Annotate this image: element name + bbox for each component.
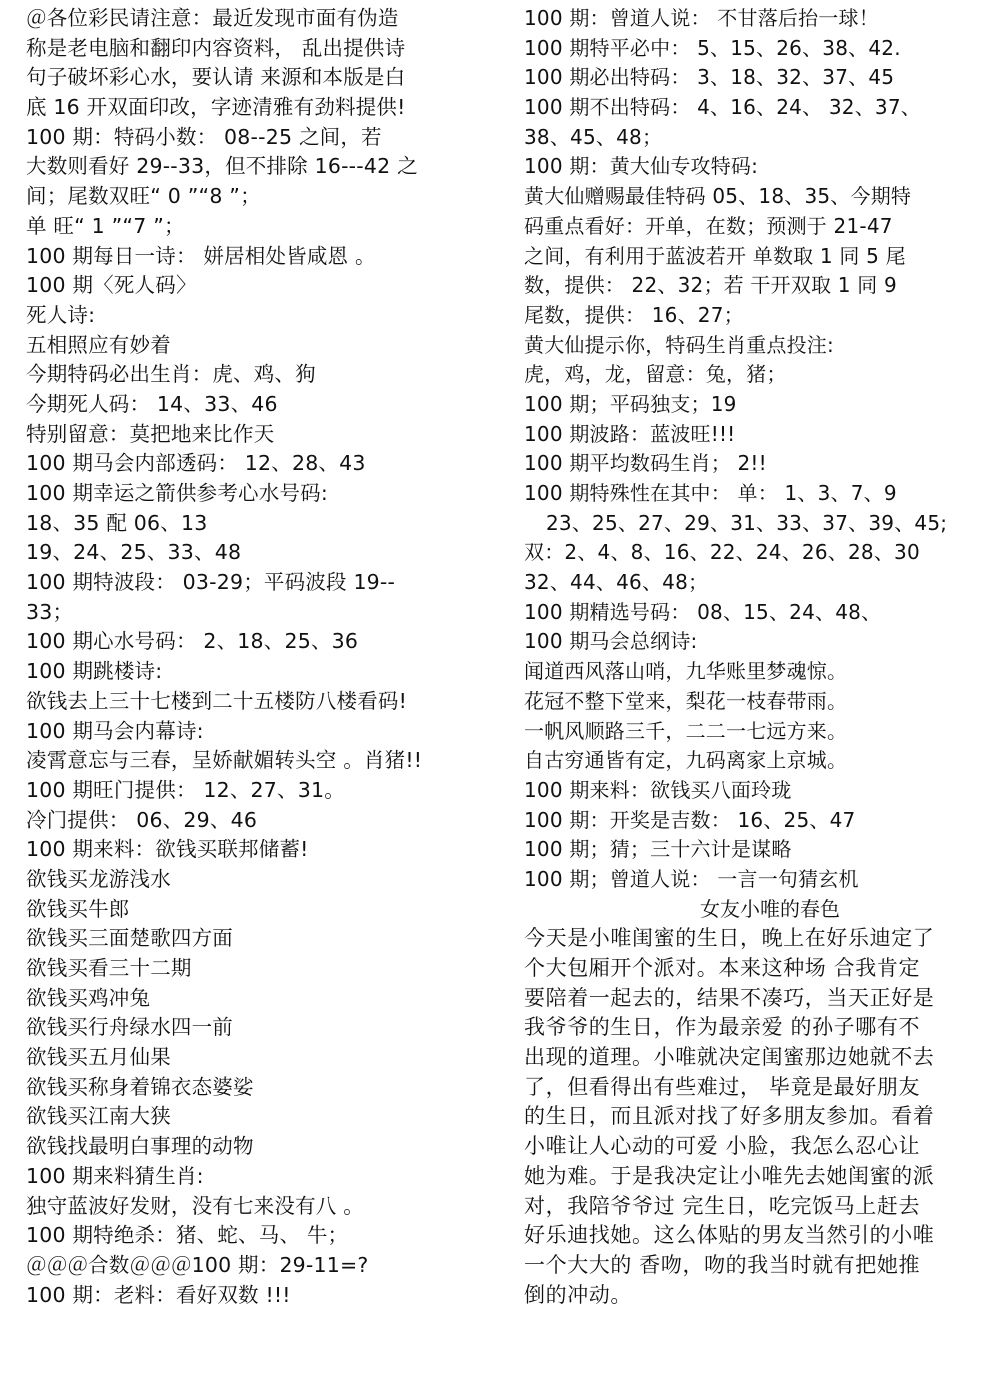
- text-line: 个大包厢开个派对。本来这种场 合我肯定: [524, 956, 921, 980]
- text-line: 100 期来料：欲钱买联邦储蓄!: [26, 837, 309, 862]
- text-line: 100 期幸运之箭供参考心水号码:: [26, 481, 328, 505]
- text-line: 尾数，提供： 16、27；: [524, 302, 744, 327]
- right-column-tips: [524, 4, 980, 509]
- text-line: 特别留意：莫把地来比作天: [26, 421, 275, 446]
- text-line: 小唯让人心动的可爱 小脸，我怎么忍心让: [524, 1134, 921, 1159]
- text-line: 花冠不整下堂来，梨花一枝春带雨。: [524, 688, 848, 713]
- text-line: 独守蓝波好发财，没有七来没有八 。: [26, 1193, 364, 1218]
- text-line: 100 期；猜；三十六计是谋略: [524, 837, 792, 862]
- text-line: 今期特码必出生肖：虎、鸡、狗: [26, 362, 316, 387]
- text-line: 双：2、4、8、16、22、24、26、28、30: [524, 540, 920, 565]
- text-line: 100 期不出特码： 4、16、24、 32、37、: [524, 95, 921, 120]
- text-line: 冷门提供： 06、29、46: [26, 807, 258, 832]
- text-line: 100 期：特码小数： 08--25 之间，若: [26, 124, 382, 149]
- story-body: [524, 924, 980, 1310]
- text-line: 她为难。于是我决定让小唯先去她闺蜜的派: [524, 1163, 935, 1188]
- text-line: 要陪着一起去的，结果不凑巧，当天正好是: [524, 985, 935, 1010]
- text-line: 100 期：黄大仙专攻特码:: [524, 154, 759, 179]
- right-column: [524, 4, 980, 1310]
- text-line: 23、25、27、29、31、33、37、39、45;: [546, 510, 948, 535]
- text-line: 间；尾数双旺“ 0 ”“8 ”；: [26, 184, 261, 209]
- text-line: 100 期：开奖是吉数： 16、25、47: [524, 807, 856, 832]
- text-line: 18、35 配 06、13: [26, 510, 208, 535]
- text-line: 100 期旺门提供： 12、27、31。: [26, 777, 345, 802]
- text-line: 出现的道理。小唯就决定闺蜜那边她就不去: [524, 1045, 935, 1070]
- text-line: 100 期；平码独支；19: [524, 391, 737, 416]
- text-line: 对，我陪爷爷过 完生日，吃完饭马上赶去: [524, 1193, 921, 1218]
- text-line: 33；: [26, 599, 74, 624]
- text-line: 一帆风顺路三千，二二一七远方来。: [524, 718, 848, 743]
- text-line: 好乐迪找她。这么体贴的男友当然引的小唯: [524, 1223, 935, 1248]
- text-line: 100 期特波段： 03-29；平码波段 19--: [26, 570, 396, 595]
- left-column: [26, 4, 498, 1310]
- text-line: 欲钱买看三十二期: [26, 956, 192, 980]
- text-line: 凌霄意忘与三春，呈娇献媚转头空 。肖猪!!: [26, 748, 423, 773]
- text-line: 自古穷通皆有定，九码离家上京城。: [524, 748, 848, 773]
- text-line: 100 期马会内部透码： 12、28、43: [26, 451, 366, 476]
- text-line: 100 期；曾道人说： 一言一句猜玄机: [524, 866, 859, 891]
- text-line: ＠各位彩民请注意：最近发现市面有伪造: [26, 6, 399, 30]
- text-line: 的生日，而且派对找了好多朋友参加。看着: [524, 1104, 935, 1129]
- text-line: 100 期来料：欲钱买八面玲珑: [524, 777, 792, 802]
- text-line: 100 期平均数码生肖； 2!!: [524, 451, 767, 476]
- text-line: 100 期每日一诗： 姘居相处皆咸恩 。: [26, 243, 376, 268]
- text-line: 欲钱买牛郎: [26, 896, 130, 921]
- text-line: 黄大仙提示你，特码生肖重点投注:: [524, 332, 834, 357]
- text-line: 欲钱买鸡冲兔: [26, 985, 151, 1010]
- text-line: 100 期特平必中： 5、15、26、38、42.: [524, 35, 901, 60]
- text-line: 100 期跳楼诗:: [26, 659, 163, 684]
- text-line: 欲钱买三面楚歌四方面: [26, 926, 233, 951]
- text-line: 欲钱买龙游浅水: [26, 866, 171, 891]
- text-line: 闻道西风落山哨，九华账里梦魂惊。: [524, 659, 848, 684]
- text-line: 称是老电脑和翻印内容资料， 乱出提供诗: [26, 35, 406, 60]
- text-line: 100 期马会总纲诗:: [524, 629, 698, 654]
- text-line: 欲钱去上三十七楼到二十五楼防八楼看码!: [26, 688, 408, 713]
- text-line: 100 期精选号码： 08、15、24、48、: [524, 599, 882, 624]
- text-line: 欲钱买称身着锦衣态婆娑: [26, 1074, 254, 1099]
- text-line: 100 期：曾道人说： 不甘落后抬一球！: [524, 6, 879, 30]
- text-line: 100 期必出特码： 3、18、32、37、45: [524, 65, 895, 90]
- text-line: 倒的冲动。: [524, 1282, 632, 1307]
- text-line: ＠＠＠合数＠＠＠100 期：29-11=?: [26, 1252, 369, 1277]
- text-line: 五相照应有妙着: [26, 332, 171, 357]
- text-line: 底 16 开双面印改，字迹清雅有劲料提供!: [26, 95, 406, 120]
- text-line: 欲钱买行舟绿水四一前: [26, 1015, 233, 1040]
- text-line: 100 期心水号码： 2、18、25、36: [26, 629, 359, 654]
- text-line: 码重点看好：开单，在数；预测于 21-47: [524, 213, 893, 238]
- text-line: 19、24、25、33、48: [26, 540, 242, 565]
- right-column-tips-continued: [524, 538, 980, 894]
- text-line: 100 期〈死人码〉: [26, 273, 197, 298]
- text-line: 句子破坏彩心水，要认请 来源和本版是白: [26, 65, 406, 90]
- text-line: 单 旺“ 1 ”“7 ”；: [26, 213, 185, 238]
- text-line: 欲钱买五月仙果: [26, 1045, 171, 1070]
- text-line: 今期死人码： 14、33、46: [26, 391, 278, 416]
- text-line: 38、45、48；: [524, 124, 663, 149]
- story-title: 女友小唯的春色: [700, 896, 840, 921]
- text-line: 100 期特殊性在其中： 单： 1、3、7、9: [524, 481, 897, 505]
- text-line: 100 期：老料：看好双数 !!!: [26, 1282, 291, 1307]
- text-line: 一个大大的 香吻，吻的我当时就有把她推: [524, 1252, 921, 1277]
- text-line: 今天是小唯闺蜜的生日，晚上在好乐迪定了: [524, 926, 935, 951]
- text-line: 黄大仙赠赐最佳特码 05、18、35、今期特: [524, 184, 912, 209]
- text-line: 我爷爷的生日，作为最亲爱 的孙子哪有不: [524, 1015, 921, 1040]
- text-line: 100 期马会内幕诗:: [26, 718, 204, 743]
- text-line: 数，提供： 22、32；若 干开双取 1 同 9: [524, 273, 897, 298]
- text-line: 虎，鸡，龙，留意：兔，猪；: [524, 362, 787, 387]
- text-line: 32、44、46、48；: [524, 570, 709, 595]
- text-line: 100 期波路：蓝波旺!!!: [524, 421, 736, 446]
- text-line: 大数则看好 29--33，但不排除 16---42 之: [26, 154, 418, 179]
- text-line: 100 期来料猜生肖:: [26, 1163, 204, 1188]
- text-line: 100 期特绝杀：猪、蛇、马、 牛；: [26, 1223, 349, 1248]
- text-line: 之间，有利用于蓝波若开 单数取 1 同 5 尾: [524, 243, 906, 268]
- text-line: 欲钱买江南大狭: [26, 1104, 171, 1129]
- text-line: 欲钱找最明白事理的动物: [26, 1134, 254, 1159]
- text-line: 死人诗:: [26, 302, 96, 327]
- text-line: 了，但看得出有些难过， 毕竟是最好朋友: [524, 1074, 921, 1099]
